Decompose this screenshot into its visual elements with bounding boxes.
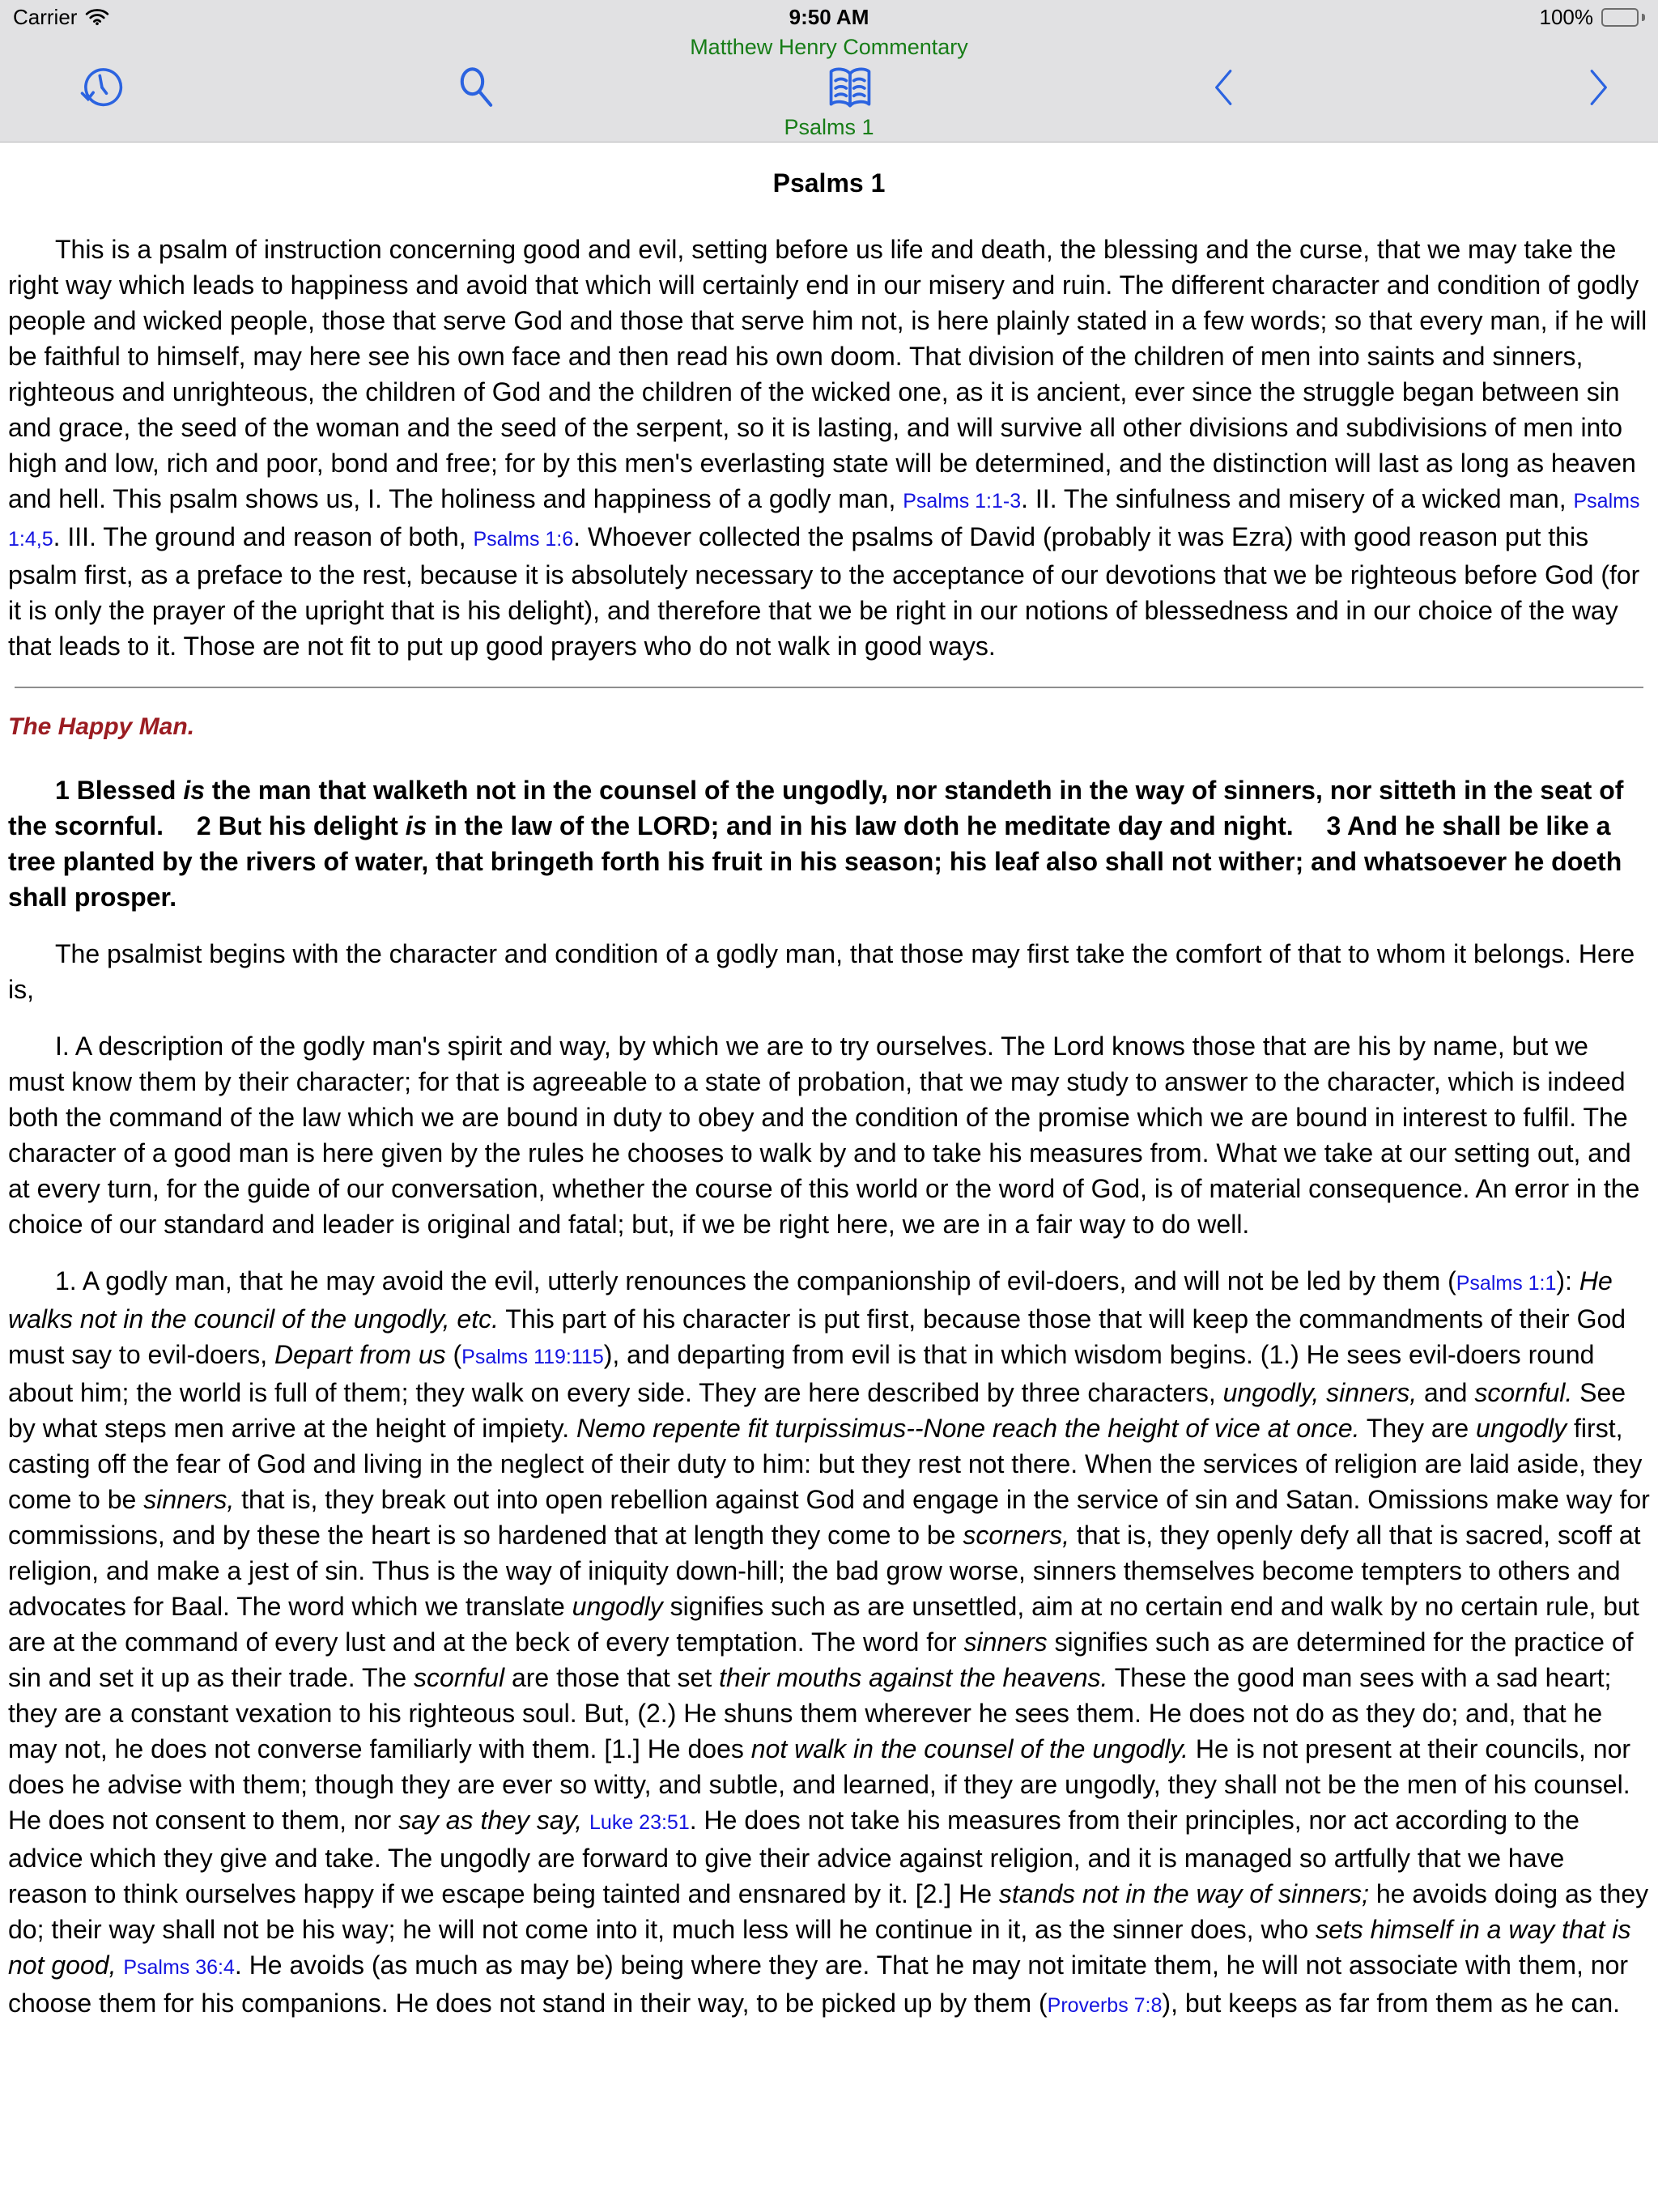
text-run: sinners, [143,1485,235,1514]
text-run: ( [445,1340,462,1369]
search-icon [453,64,500,111]
wifi-icon [85,8,109,26]
text-run: scorners, [963,1521,1069,1550]
section-heading: The Happy Man. [8,713,195,740]
text-run: signifies such as are unsettled, aim at no certain end and walk by no certain rule, but are at the command of every lust and at the beck of every temptation. The word for [8,1592,1639,1657]
psalmist-paragraph: The psalmist begins with the character and condition of a godly man, that those may first take the comfort of that to whom it belongs. Here is, [8,939,1635,1004]
carrier-label: Carrier [13,4,78,29]
chevron-right-icon [1578,66,1618,109]
text-run: 1 Blessed [55,776,184,805]
text-run: sinners [963,1627,1048,1657]
text-run [582,1806,589,1835]
text-run: the man that walketh not in the counsel of the ungodly, nor standeth in the way of sinners, nor sitteth in the seat of the scornful. 2 But his delight [8,776,1624,840]
commentary-document[interactable] [0,165,1658,2023]
library-button[interactable] [826,63,874,112]
header [0,0,1658,143]
verse-link[interactable]: Luke 23:51 [589,1811,690,1834]
verse-link[interactable]: Psalms 119:115 [461,1346,604,1368]
forward-button[interactable] [1574,63,1622,112]
text-run: See by what steps men arrive at the height of impiety. [8,1378,1626,1443]
battery-percent-label: 100% [1539,4,1593,29]
verse-link[interactable]: Psalms 1:4,5 [8,490,1640,551]
text-run: scornful. [1474,1378,1573,1407]
text-run: scornful [414,1663,505,1692]
text-run: first, casting off the fear of God and living in the neglect of their duty to him: but they rest not there. When the services of religion are laid aside, they come to be [8,1414,1643,1514]
text-run: that is, they break out into open rebellion against God and engage in the service of sin and Satan. Omissions make way for commissions, and by these the heart is so hardened that at length they come to be [8,1485,1650,1550]
search-button[interactable] [452,63,500,112]
text-run: not walk in the counsel of the ungodly. [750,1734,1188,1763]
status-right [1402,5,1645,30]
intro-paragraph [8,232,1650,664]
status-time: 9:50 AM [789,4,869,29]
text-run: He walks not in the council of the ungodly, etc. [8,1266,1613,1334]
scripture-paragraph [8,772,1650,915]
text-run: Depart from us [274,1340,446,1369]
text-run: sets himself in a way that is not good, [8,1915,1631,1980]
verse-link[interactable]: Psalms 1:1-3 [903,490,1022,513]
text-run: . II. The sinfulness and misery of a wicked man, [1021,484,1574,513]
text-run: that is, they openly defy all that is sacred, scoff at religion, and make a jest of sin. Thus is the way of iniquity down-hill; the bad grow worse, sinners themselves become tempters to others and advocates for Baal. The word which we translate [8,1521,1641,1621]
text-run: ), but keeps as far from them as he can. [1162,1989,1620,2018]
history-clock-icon [79,64,125,111]
chevron-left-icon [1204,66,1244,109]
text-run: . Whoever collected the psalms of David (probably it was Ezra) with good reason put this psalm first, as a preface to the rest, because it is absolutely necessary to the acceptance of our devotions that we be righteous before God (for it is only the prayer of the upright that is his delight), and therefore that we be right in our notions of blessedness and in our choice of the way that leads to it. Those are not fit to put up good prayers who do not walk in good ways. [8,522,1640,661]
text-run: . III. The ground and reason of both, [53,522,474,551]
text-run: He is not present at their councils, nor does he advise with them; though they are ever so witty, and subtle, and learned, if they are ungodly, they shall not be the men of his counsel. He does not consent to them, nor [8,1734,1631,1835]
text-run: These the good man sees with a sad heart; they are a constant vexation to his righteous soul. But, (2.) He shuns them wherever he sees them. He does not do as they do; and, that he may not, he does not converse familiarly with them. [1.] He does [8,1663,1612,1763]
godly-man-paragraph [8,1263,1650,2023]
text-run: This is a psalm of instruction concerning good and evil, setting before us life and death, the blessing and the curse, that we may take the right way which leads to happiness and avoid that which will certainly end in our misery and ruin. The different character and condition of godly people and wicked people, those that serve God and those that serve him not, is here plainly stated in a few words; so that every man, if he will be faithful to himself, may here see his own face and then read his own doom. That division of the children of men into saints and sinners, righteous and unrighteous, the children of God and the children of the wicked one, as it is ancient, ever since the struggle began between sin and grace, the seed of the woman and the seed of the serpent, so it is lasting, and will survive all other divisions and subdivisions of men into high and low, rich and poor, bond and free; for by this men's everlasting state will be determined, and the distinction will last as long as heaven and hell. This psalm shows us, I. The holiness and happiness of a godly man, [8,235,1647,513]
text-run: 1. A godly man, that he may avoid the evil, utterly renounces the companionship of evil-doers, and will not be led by them ( [55,1266,1456,1295]
status-bar [0,0,1658,34]
text-run: stands not in the way of sinners; [998,1879,1370,1908]
text-run: . He does not take his measures from their principles, nor act according to the advice which they give and take. The ungodly are forward to give their advice against religion, and it is managed so artfully that we have reason to think ourselves happy if we escape being tainted and ensnared by it. [2.] He [8,1806,1579,1908]
text-run: and [1417,1378,1475,1407]
text-run: ungodly, sinners, [1222,1378,1418,1407]
text-run: ungodly [1476,1414,1567,1443]
open-book-icon [826,64,874,111]
text-run: is [405,811,427,840]
text-run: are those that set [504,1663,720,1692]
document-title: Psalms 1 [772,168,886,198]
verse-link[interactable]: Psalms 36:4 [123,1956,235,1979]
text-run: in the law of the LORD; and in his law doth he meditate day and night. 3 And he shall be like a tree planted by the rivers of water, that bringeth forth his fruit in his season; his leaf also shall not wither; and whatsoever he doeth shall prosper. [8,811,1622,912]
text-run: They are [1359,1414,1477,1443]
status-left [13,5,256,30]
text-run: say as they say, [398,1806,583,1835]
text-run: signifies such as are determined for the practice of sin and set it up as their trade. The [8,1627,1634,1692]
toolbar [0,62,1658,113]
back-button[interactable] [1200,63,1248,112]
app-title: Matthew Henry Commentary [690,35,968,59]
text-run: Nemo repente fit turpissimus--None reach the height of vice at once. [576,1414,1360,1443]
section-divider [15,687,1643,688]
text-run: is [183,776,205,805]
text-run: ungodly [572,1592,663,1621]
verse-link[interactable]: Psalms 1:6 [473,528,574,551]
text-run: their mouths against the heavens. [719,1663,1108,1692]
text-run [116,1950,123,1980]
text-run: ), and departing from evil is that in which wisdom begins. (1.) He sees evil-doers round about him; the world is full of them; they walk on every side. They are here described by three characters, [8,1340,1595,1407]
description-paragraph: I. A description of the godly man's spirit and way, by which we are to try ourselves. The Lord knows those that are his by name, but we must know them by their character; for that is agreeable to a state of probation, that we may study to answer to the character, which is indeed both the command of the law which we are bound in duty to obey and the condition of the promise which we are bound in interest to fulfil. The character of a good man is here given by the rules he chooses to walk by and to take his measures from. What we take at our setting out, and at every turn, for the guide of our conversation, whether the course of this world or the word of God, is of material consequence. An error in the choice of our standard and leader is original and fatal; but, if we be right here, we are in a fair way to do well. [8,1032,1640,1239]
chapter-title: Psalms 1 [784,115,874,139]
text-run: ): [1556,1266,1579,1295]
text-run: . He avoids (as much as may be) being where they are. That he may not imitate them, he will not associate with them, nor choose them for his companions. He does not stand in their way, to be picked up by them ( [8,1950,1629,2018]
history-button[interactable] [78,63,126,112]
verse-link[interactable]: Proverbs 7:8 [1047,1994,1163,2017]
text-run: This part of his character is put first, because those that will keep the commandments of their God must say to evil-doers, [8,1304,1626,1369]
battery-full-icon [1601,8,1645,27]
verse-link[interactable]: Psalms 1:1 [1456,1272,1557,1295]
text-run: he avoids doing as they do; their way shall not be his way; he will not come into it, much less will he continue in it, as the sinner does, who [8,1879,1649,1944]
